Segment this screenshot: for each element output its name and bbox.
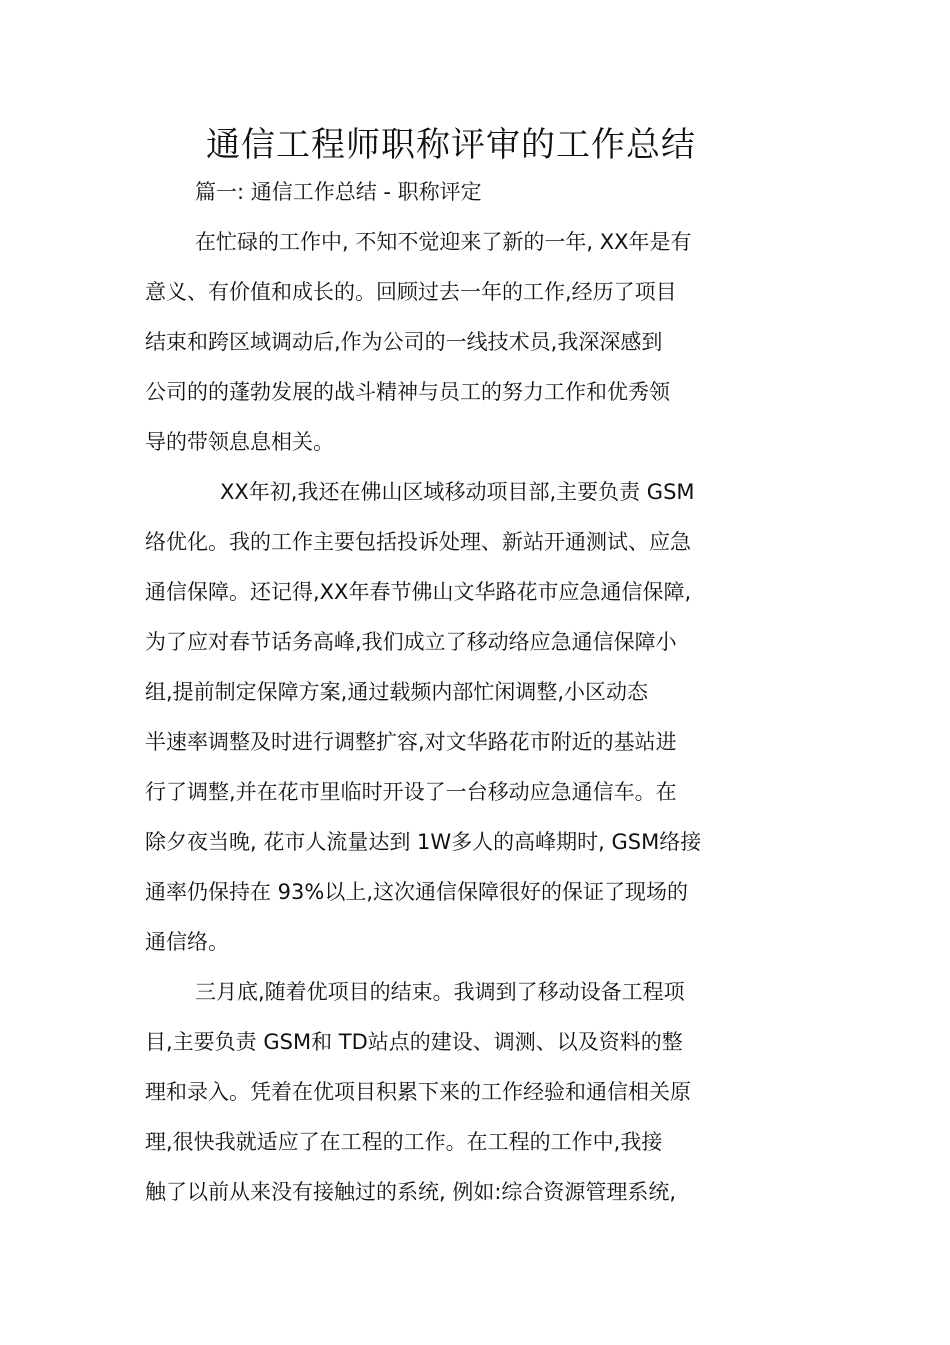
document-title: 通信工程师职称评审的工作总结: [206, 125, 696, 165]
paragraph-line: 通信络。: [145, 930, 229, 954]
paragraph-line: 络优化。我的工作主要包括投诉处理、新站开通测试、应急: [145, 530, 691, 554]
paragraph-line: 通率仍保持在 93%以上,这次通信保障很好的保证了现场的: [145, 880, 689, 904]
paragraph-line: 半速率调整及时进行调整扩容,对文华路花市附近的基站进: [145, 730, 677, 754]
paragraph-line: 为了应对春节话务高峰,我们成立了移动络应急通信保障小: [145, 630, 677, 654]
paragraph-line: 触了以前从来没有接触过的系统, 例如:综合资源管理系统,: [145, 1180, 677, 1204]
paragraph-line: 通信保障。还记得,XX年春节佛山文华路花市应急通信保障,: [145, 580, 692, 604]
paragraph-line: 理,很快我就适应了在工程的工作。在工程的工作中,我接: [145, 1130, 663, 1154]
paragraph-line: 在忙碌的工作中, 不知不觉迎来了新的一年, XX年是有: [195, 230, 692, 254]
paragraph-line: 目,主要负责 GSM和 TD站点的建设、调测、以及资料的整: [145, 1030, 683, 1054]
paragraph-line: 除夕夜当晚, 花市人流量达到 1W多人的高峰期时, GSM络接: [145, 830, 702, 854]
document-subtitle: 篇一: 通信工作总结 - 职称评定: [195, 180, 482, 204]
paragraph-line: 导的带领息息相关。: [145, 430, 334, 454]
paragraph-line: 公司的的蓬勃发展的战斗精神与员工的努力工作和优秀领: [145, 380, 670, 404]
paragraph-line: 组,提前制定保障方案,通过载频内部忙闲调整,小区动态: [145, 680, 649, 704]
paragraph-line: 意义、有价值和成长的。回顾过去一年的工作,经历了项目: [145, 280, 677, 304]
paragraph-line: 行了调整,并在花市里临时开设了一台移动应急通信车。在: [145, 780, 677, 804]
paragraph-line: 结束和跨区域调动后,作为公司的一线技术员,我深深感到: [145, 330, 663, 354]
paragraph-line: XX年初,我还在佛山区域移动项目部,主要负责 GSM: [220, 480, 695, 504]
paragraph-line: 理和录入。凭着在优项目积累下来的工作经验和通信相关原: [145, 1080, 691, 1104]
paragraph-line: 三月底,随着优项目的结束。我调到了移动设备工程项: [195, 980, 685, 1004]
